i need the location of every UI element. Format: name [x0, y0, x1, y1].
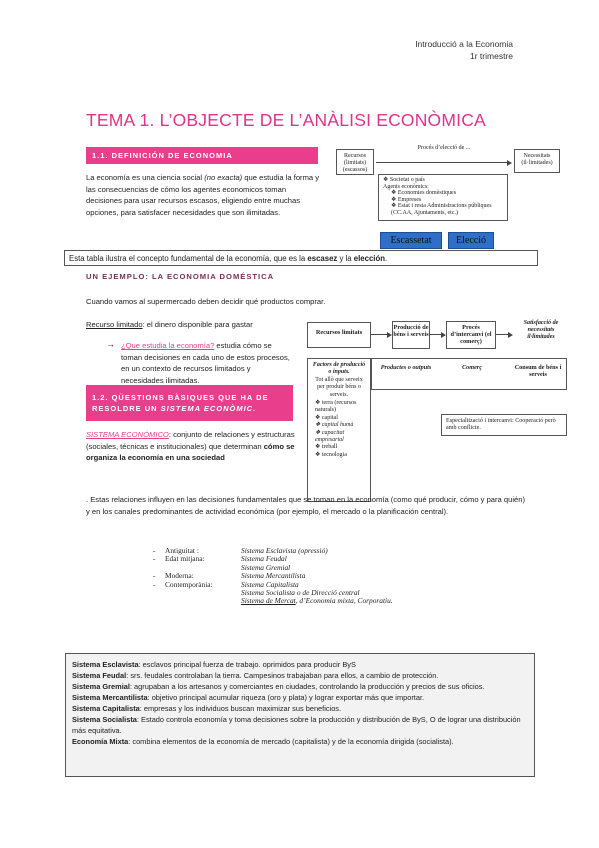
page-title: TEMA 1. L’OBJECTE DE L’ANÀLISI ECONÒMICA	[86, 110, 486, 130]
era-row: Sistema Socialista o de Direcció central	[241, 588, 360, 598]
summary-item: Economía Mixta: combina elementos de la economía de mercado (capitalista) y de la economía dirigida (socialista).	[72, 737, 454, 746]
box-agents	[378, 174, 508, 221]
agents-item: ❖ Economies domèstiques	[391, 190, 457, 197]
era-row: Sistema Gremial	[241, 562, 291, 572]
agents-item: ❖ Estat i resta Administracions públiques (CC.AA, Ajuntaments, etc.)	[391, 203, 492, 216]
example-heading: UN EJEMPLO: LA ECONOMIA DOMÉSTICA	[86, 272, 275, 281]
summary-item: Sistema Capitalista: empresas y los individuos buscan maximizar sus beneficios.	[72, 704, 342, 713]
agents-item: ❖ Empreses	[391, 196, 422, 203]
summary-item: Sistema Esclavista: esclavos principal fuerza de trabajo. oprimidos para producir ByS	[72, 660, 356, 669]
economic-system-paragraph-top: SISTEMA ECONÓMICO: conjunto de relaciones y estructuras (sociales, técnicas e institucionales) que determinan cómo se organiza la economía en una sociedad	[86, 430, 295, 462]
era-row: Sistema de Mercat, d’Economia mixta, Corporatiu.	[241, 596, 393, 606]
factor-item: ❖ capacitat empresarial	[315, 429, 345, 444]
factors-description: Tot allò que serveix per produir béns o serveis.	[315, 376, 363, 398]
box-exchange: Procés d’intercanvi (el comerç)	[446, 321, 496, 349]
header-term: 1r trimestre	[470, 51, 513, 61]
outputs-label: Productes o outputs	[380, 364, 432, 371]
choice-label: Elecció	[448, 232, 494, 249]
key-concept-callout: Esta tabla ilustra el concepto fundamental de la economía, que es la escasez y la elección.	[64, 250, 538, 266]
arrow-head-icon	[508, 332, 513, 338]
page-header	[415, 38, 513, 62]
era-row: - Antiguitat : Sistema Esclavista (opressió)	[153, 546, 328, 555]
summary-item: Sistema Gremial: agrupaban a los artesanos y comerciantes en ciudades, controlando la producción y precios de sus oficios.	[72, 682, 485, 691]
box-specialization: Especialització i intercanvi: Cooperació però amb conflicte.	[441, 414, 567, 436]
era-row: - Edat mitjana: Sistema Feudal	[153, 554, 287, 564]
arrow-choice-label: Procés d’elecció de ...	[417, 145, 471, 151]
systems-summary-box	[65, 653, 535, 777]
example-paragraph: Cuando vamos al supermercado deben decidir qué productos comprar.	[86, 297, 326, 306]
eras-list	[153, 547, 493, 606]
summary-item: Sistema Feudal: srs. feudales controlaban la tierra. Campesinos trabajaban para ellos, a cambio de protección.	[72, 671, 439, 680]
box-resources: Recursos (limitats) (escassos)	[336, 149, 374, 175]
economic-system-paragraph-bottom: . Estas relaciones influyen en las decisiones fundamentales que se toman en la economía (como qué producir, cómo y para quién) y en los canales predominantes de actividad económica (por ejemplo, el mercado o la planificación central).	[86, 495, 526, 516]
factor-item: ❖ treball	[315, 444, 338, 451]
header-course: Introducció a la Economia	[415, 39, 513, 49]
era-row: - Moderna: Sistema Mercantilista	[153, 571, 306, 581]
section-heading-basic-questions: 1.2. QÜESTIONS BÀSIQUES QUE HA DE RESOLDRE UN SISTEMA ECONÒMIC.	[86, 385, 293, 421]
box-satisfaction: Satisfacció de necessitats il·limitades	[514, 318, 568, 350]
definition-paragraph: La economía es una ciencia social (no exacta) que estudia la forma y las consecuencias de cómo los agentes economicos toman decisiones para usar recursos escasos, eligiendo entre muchas opciones, para satisfacer necesidades que son ilimitadas.	[86, 173, 320, 217]
box-production: Producció de béns i serveis	[392, 321, 430, 349]
box-limited-resources: Recursos limitats	[307, 322, 371, 348]
commerce-label: Comerç	[462, 364, 482, 371]
box-needs: Necessitats (il·limitades)	[514, 149, 560, 173]
arrow-line	[376, 162, 507, 163]
economics-question-paragraph: ¿Que estudia la economía? estudia cómo se toman decisiones en cada uno de estos procesos, en un contexto de recursos limitados y necesidades ilimitadas.	[121, 341, 290, 385]
arrow-icon: →	[106, 339, 115, 349]
factor-item: ❖ terra (recursos naturals)	[315, 400, 357, 414]
factors-title: Factors de producció o inputs.	[312, 362, 366, 376]
factor-item: ❖ tecnologia	[315, 451, 347, 458]
summary-item: Sistema Socialista: Estado controla economía y toma decisiones sobre la producción y distribución de ByS, O de lograr una distribución más equitativa.	[72, 715, 521, 735]
scarcity-label: Escassetat	[380, 232, 442, 249]
arrow-head-icon	[507, 160, 512, 166]
box-factors	[307, 358, 371, 502]
factor-item: ❖ capital	[315, 414, 338, 421]
consumption-label: Consum de béns i serveis	[514, 364, 562, 378]
factor-item: ❖ capital humà	[315, 422, 354, 429]
section-heading-definition: 1.1. DEFINICIÓN DE ECONOMIA	[86, 147, 318, 164]
diagram-scarcity-choice	[336, 145, 564, 251]
agents-item: ❖ Societat o país	[383, 177, 425, 183]
limited-resource-line: Recurso limitado: el dinero disponible para gastar	[86, 320, 253, 329]
summary-item: Sistema Mercantilista: objetivo principal acumular riqueza (oro y plata) y lograr exportar más que importar.	[72, 693, 425, 702]
agents-title: Agents econòmics:	[383, 183, 429, 190]
era-row: - Contemporània: Sistema Capitalista	[153, 579, 299, 589]
